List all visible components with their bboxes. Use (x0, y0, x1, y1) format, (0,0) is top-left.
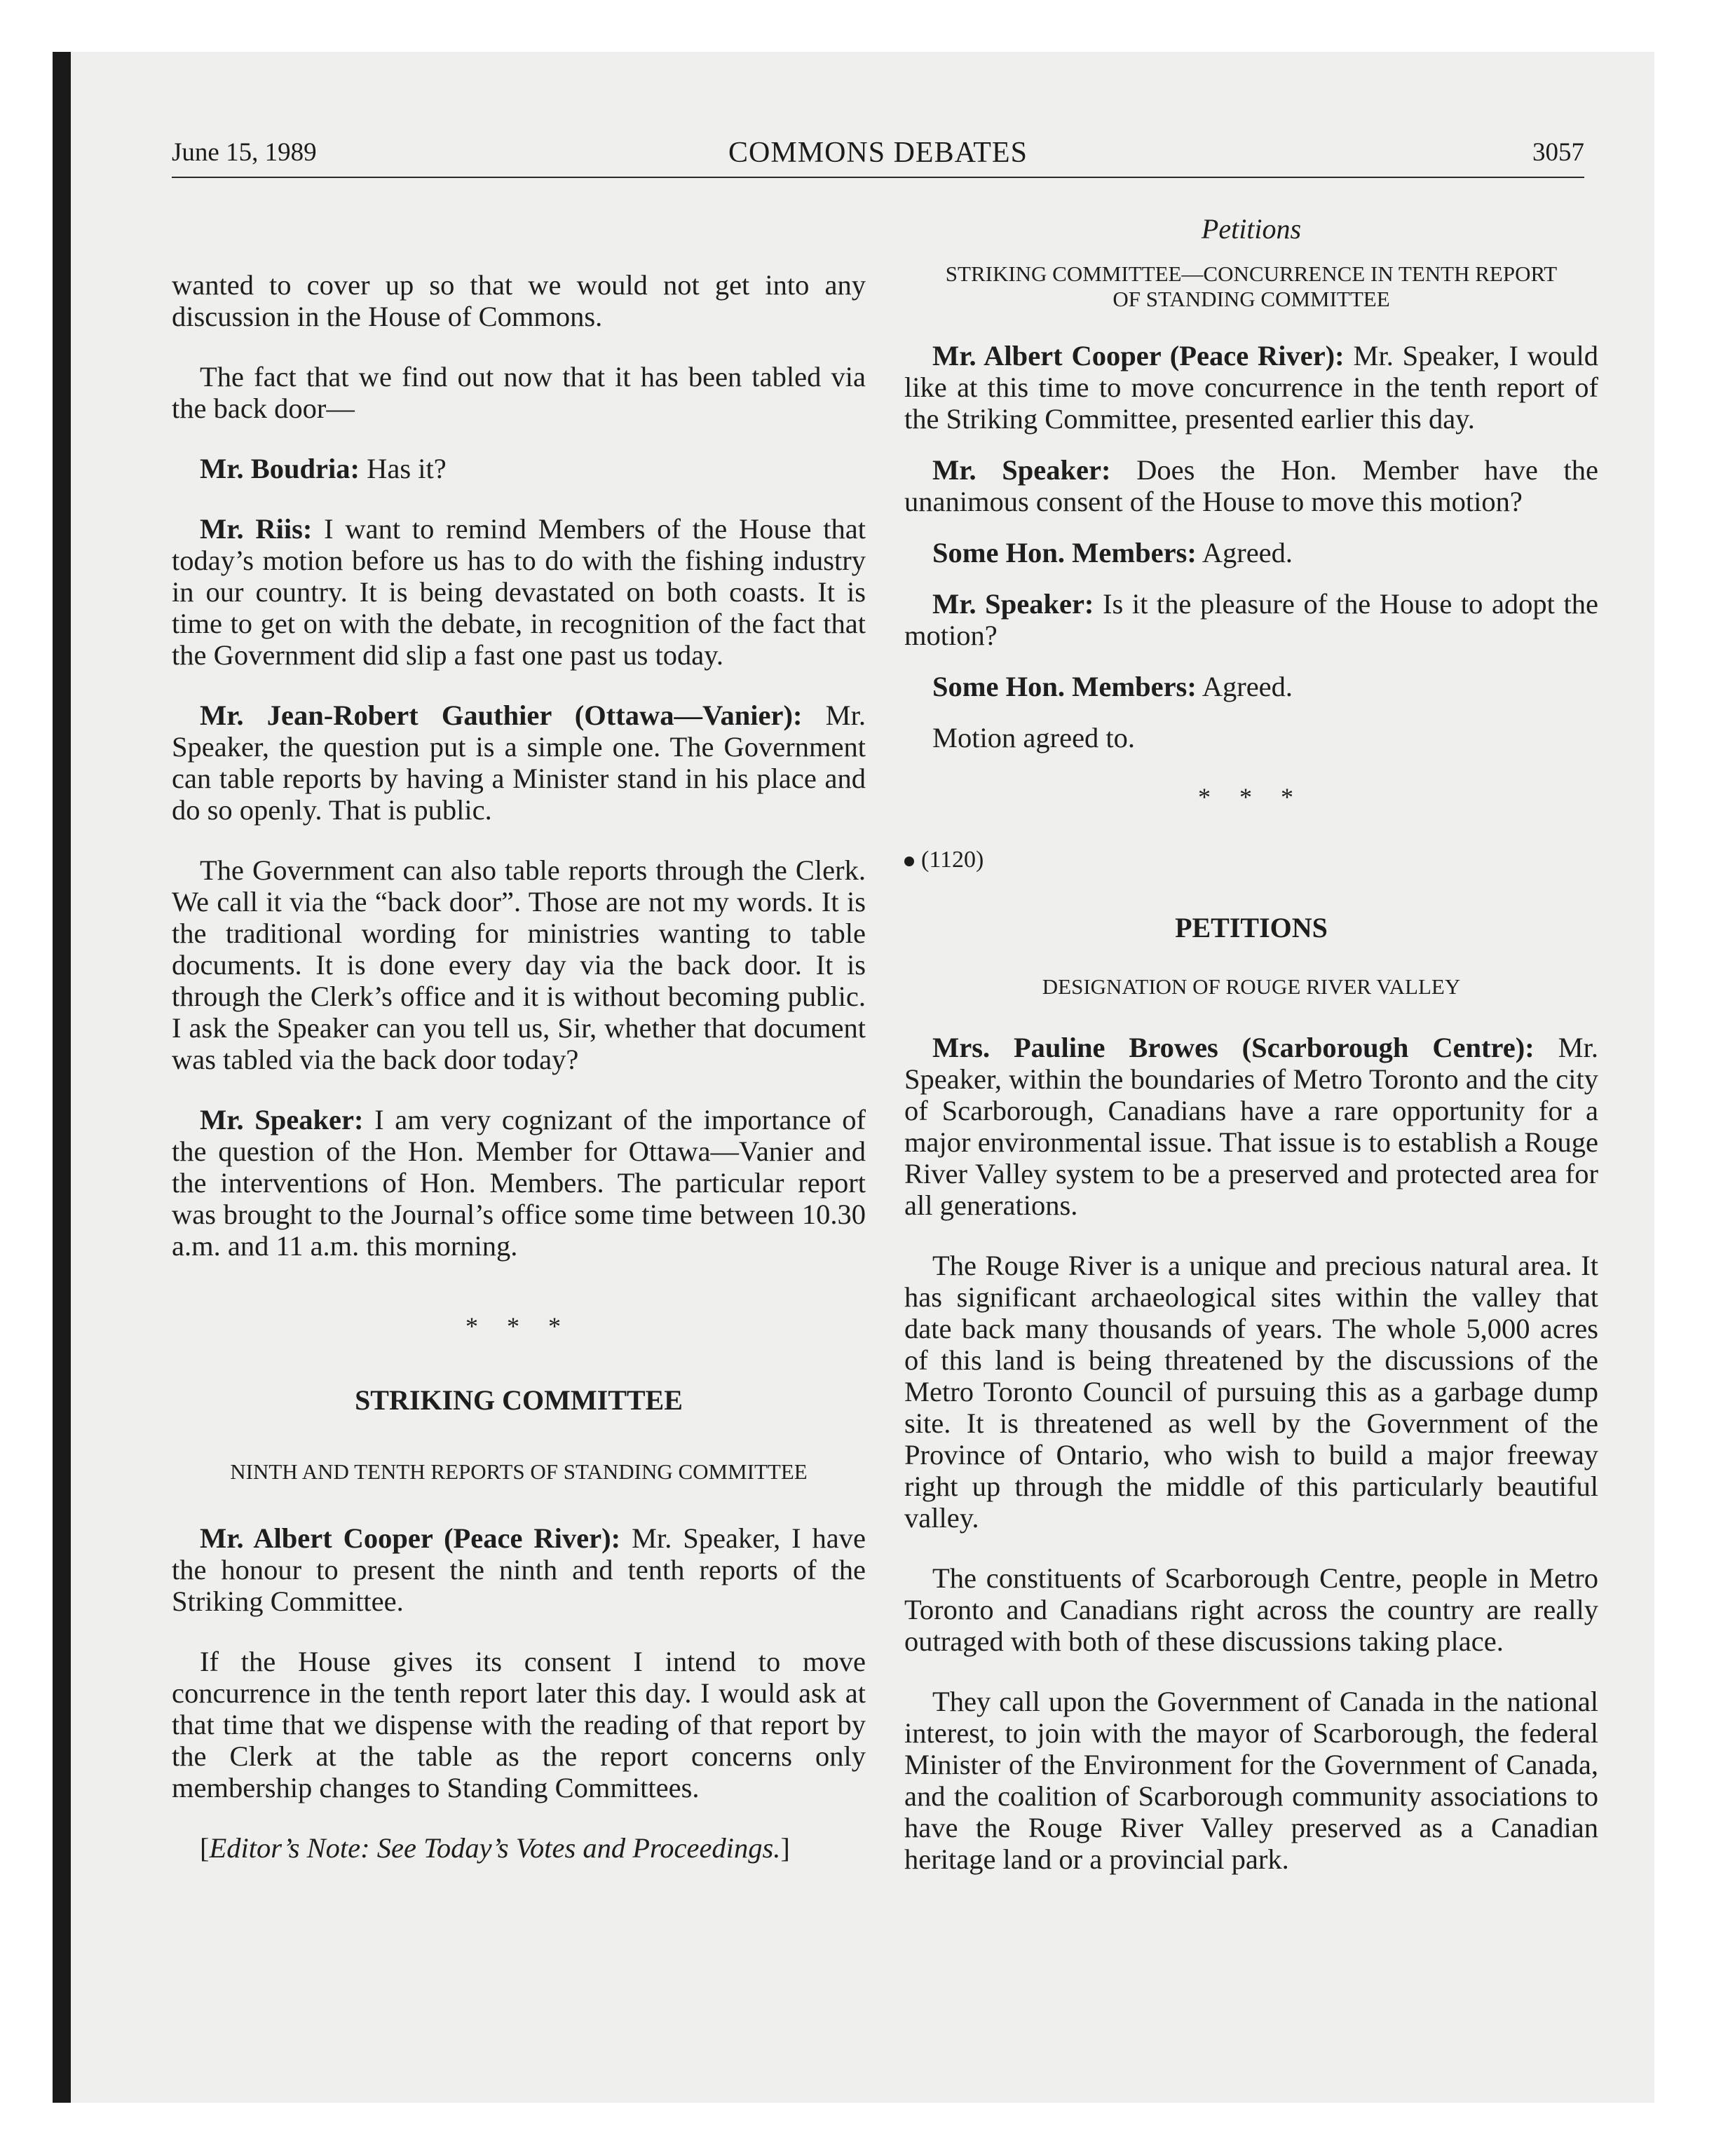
speech-paragraph (904, 1032, 1598, 1221)
speaker-name: Mr. Speaker: (932, 454, 1111, 486)
speech-paragraph (172, 700, 866, 826)
speaker-name: Mr. Jean-Robert Gauthier (Ottawa—Vanier): (200, 700, 803, 731)
speech-text: Mr. Speaker, I have the honour to present the ninth and tenth reports of the Striking Committee. (172, 1522, 866, 1617)
speech-paragraph (172, 513, 866, 671)
section-subheading: DESIGNATION OF ROUGE RIVER VALLEY (1042, 974, 1461, 999)
note-bracket-open: [ (200, 1832, 210, 1864)
right-column (904, 213, 1598, 1904)
section-subheading: STRIKING COMMITTEE—CONCURRENCE IN TENTH REPORT OF STANDING COMMITTEE (945, 261, 1558, 311)
paragraph: The Government can also table reports through the Clerk. We call it via the “back door”. Those are not my words. It is the traditional wording for ministries wanting to table documents. It is done every day via the back door. It is through the Clerk’s office and it is without becoming public. I ask the Speaker can you tell us, Sir, whether that document was tabled via the back door today? (172, 854, 866, 1075)
speech-text: I am very cognizant of the importance of the question of the Hon. Member for Ottawa—Vanier and the interventions of Hon. Members. The particular report was brought to the Journal’s office some time between 10.30 a.m. and 11 a.m. this morning. (172, 1104, 866, 1262)
speech-text: Is it the pleasure of the House to adopt the motion? (904, 588, 1598, 651)
header-title: COMMONS DEBATES (728, 137, 1028, 169)
time-marker-text: (1120) (921, 847, 984, 873)
running-head: Petitions (1201, 213, 1302, 245)
speaker-name: Mr. Albert Cooper (Peace River): (200, 1522, 621, 1554)
section-heading: PETITIONS (1175, 912, 1328, 943)
speech-paragraph (904, 454, 1598, 517)
header-date: June 15, 1989 (172, 138, 317, 167)
speech-text: I want to remind Members of the House that today’s motion before us has to do with the fishing industry in our country. It is being devastated on both coasts. It is time to get on with the debate, in recognition of the fact that the Government did slip a fast one past us today. (172, 513, 866, 671)
note-bracket-close: ] (780, 1832, 790, 1864)
header-rule (172, 177, 1584, 178)
paragraph: They call upon the Government of Canada in the national interest, to join with the mayor of Scarborough, the federal Minister of the Environment for the Government of Canada, and the coalition of Scarborough community associations to have the Rouge River Valley preserved as a Canadian heritage land or a provincial park. (904, 1686, 1598, 1875)
paragraph: If the House gives its consent I intend to move concurrence in the tenth report later this day. I would ask at that time that we dispense with the reading of that report by the Clerk at the table as the report concerns only membership changes to Standing Committees. (172, 1646, 866, 1803)
note-text: Editor’s Note: See Today’s Votes and Proceedings. (209, 1832, 781, 1864)
page-header (172, 132, 1584, 181)
editor-note (172, 1832, 866, 1864)
paragraph: Motion agreed to. (932, 722, 1136, 753)
speech-paragraph (904, 671, 1598, 702)
section-heading: STRIKING COMMITTEE (355, 1384, 683, 1416)
scan-edge-bar (53, 52, 71, 2103)
paragraph: The constituents of Scarborough Centre, people in Metro Toronto and Canadians right across the country are really outraged with both of these discussions taking place. (904, 1562, 1598, 1657)
speech-text: Agreed. (1196, 537, 1293, 568)
speaker-name: Mrs. Pauline Browes (Scarborough Centre): (932, 1032, 1535, 1063)
speech-text: Mr. Speaker, I would like at this time to move concurrence in the tenth report of the Striking Committee, presented earlier this day. (904, 340, 1598, 435)
speech-text: Mr. Speaker, the question put is a simple one. The Government can table reports by having a Minister stand in his place and do so openly. That is public. (172, 700, 866, 826)
speaker-name: Some Hon. Members: (932, 537, 1197, 568)
speaker-name: Mr. Albert Cooper (Peace River): (932, 340, 1345, 371)
speaker-name: Mr. Boudria: (200, 453, 360, 484)
time-marker (904, 844, 1598, 875)
speech-text: Agreed. (1196, 671, 1293, 702)
speaker-name: Mr. Riis: (200, 513, 313, 545)
speech-text: Does the Hon. Member have the unanimous consent of the House to move this motion? (904, 454, 1598, 517)
section-separator: * * * (465, 1312, 572, 1340)
section-separator: * * * (1198, 783, 1305, 811)
speech-text: Mr. Speaker, within the boundaries of Metro Toronto and the city of Scarborough, Canadians have a rare opportunity for a major environmental issue. That issue is to establish a Rouge River Valley system to be a preserved and protected area for all generations. (904, 1032, 1598, 1221)
speech-paragraph (172, 453, 866, 484)
speaker-name: Mr. Speaker: (932, 588, 1094, 620)
header-page-number: 3057 (1532, 138, 1584, 167)
speech-paragraph (904, 537, 1598, 568)
paragraph: The fact that we find out now that it has been tabled via the back door— (172, 361, 866, 424)
speech-text: Has it? (360, 453, 447, 484)
left-column (172, 269, 866, 1892)
section-subheading: NINTH AND TENTH REPORTS OF STANDING COMMITTEE (230, 1459, 808, 1484)
speech-paragraph (904, 588, 1598, 651)
paragraph: wanted to cover up so that we would not get into any discussion in the House of Commons. (172, 269, 866, 332)
bullet-icon (904, 857, 914, 866)
speaker-name: Some Hon. Members: (932, 671, 1197, 702)
speech-paragraph (904, 340, 1598, 435)
speech-paragraph (172, 1104, 866, 1262)
paragraph: The Rouge River is a unique and precious natural area. It has significant archaeological sites within the valley that date back many thousands of years. The whole 5,000 acres of this land is being threatened by the discussions of the Metro Toronto Council of pursuing this as a garbage dump site. It is threatened as well by the Government of the Province of Ontario, who wish to build a major freeway right up through the middle of this particularly beautiful valley. (904, 1250, 1598, 1534)
speaker-name: Mr. Speaker: (200, 1104, 364, 1135)
speech-paragraph (172, 1522, 866, 1617)
